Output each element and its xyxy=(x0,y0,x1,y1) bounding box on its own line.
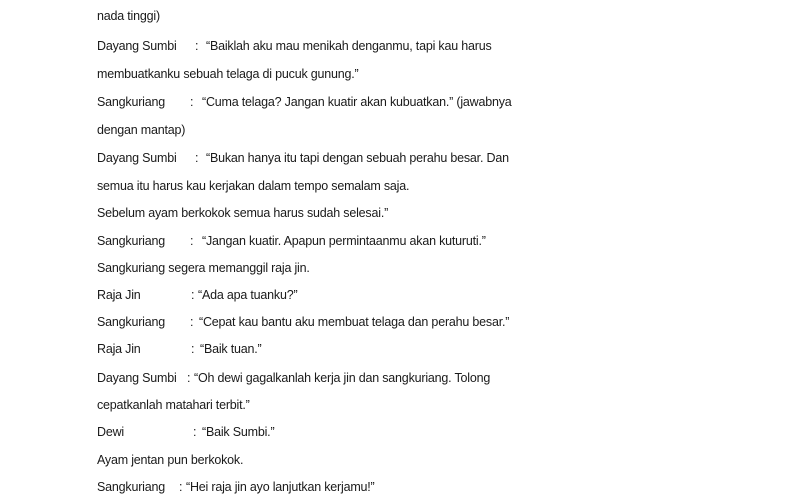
dialogue-line xyxy=(97,150,509,166)
speaker-colon: : xyxy=(190,315,194,329)
line-text: “Bukan hanya itu tapi dengan sebuah perahu besar. Dan xyxy=(206,151,509,165)
line-text: dengan mantap) xyxy=(97,123,186,137)
dialogue-line xyxy=(97,287,297,303)
dialogue-line xyxy=(97,94,512,110)
narration-line xyxy=(97,260,310,276)
speaker-name: Dayang Sumbi xyxy=(97,151,177,165)
speaker-colon: : xyxy=(179,480,183,494)
speaker-colon: : xyxy=(193,425,197,439)
line-text: “Jangan kuatir. Apapun permintaanmu akan kuturuti.” xyxy=(202,234,486,248)
speaker-name: Sangkuriang xyxy=(97,315,165,329)
line-text: nada tinggi) xyxy=(97,9,160,23)
dialogue-line xyxy=(97,424,274,440)
speaker-name: Sangkuriang xyxy=(97,95,165,109)
line-text: Sangkuriang segera memanggil raja jin. xyxy=(97,261,310,275)
dialogue-line xyxy=(97,233,486,249)
speaker-name: Sangkuriang xyxy=(97,234,165,248)
speaker-colon: : xyxy=(190,95,194,109)
line-text: cepatkanlah matahari terbit.” xyxy=(97,398,250,412)
dialogue-line xyxy=(97,38,492,54)
continuation-line xyxy=(97,397,250,413)
speaker-colon: : xyxy=(191,288,195,302)
speaker-colon: : xyxy=(187,371,191,385)
line-text: semua itu harus kau kerjakan dalam tempo semalam saja. xyxy=(97,179,410,193)
speaker-name: Raja Jin xyxy=(97,342,141,356)
narration-line xyxy=(97,452,243,468)
line-text: membuatkanku sebuah telaga di pucuk gunung.” xyxy=(97,67,359,81)
speaker-name: Dewi xyxy=(97,425,124,439)
speaker-colon: : xyxy=(195,39,199,53)
speaker-colon: : xyxy=(191,342,195,356)
speaker-name: Sangkuriang xyxy=(97,480,165,494)
line-text: Sebelum ayam berkokok semua harus sudah selesai.” xyxy=(97,206,389,220)
line-text: “Baiklah aku mau menikah denganmu, tapi kau harus xyxy=(206,39,492,53)
narration-line xyxy=(97,8,160,24)
line-text: “Hei raja jin ayo lanjutkan kerjamu!” xyxy=(186,480,375,494)
line-text: “Oh dewi gagalkanlah kerja jin dan sangkuriang. Tolong xyxy=(194,371,491,385)
line-text: Ayam jentan pun berkokok. xyxy=(97,453,244,467)
dialogue-line xyxy=(97,341,262,357)
continuation-line xyxy=(97,66,359,82)
continuation-line xyxy=(97,205,388,221)
speaker-colon: : xyxy=(195,151,199,165)
speaker-colon: : xyxy=(190,234,194,248)
line-text: “Baik tuan.” xyxy=(200,342,262,356)
line-text: “Cuma telaga? Jangan kuatir akan kubuatkan.” (jawabnya xyxy=(202,95,512,109)
line-text: “Cepat kau bantu aku membuat telaga dan perahu besar.” xyxy=(199,315,510,329)
line-text: “Ada apa tuanku?” xyxy=(198,288,298,302)
dialogue-line xyxy=(97,370,490,386)
line-text: “Baik Sumbi.” xyxy=(202,425,275,439)
dialogue-line xyxy=(97,314,509,330)
continuation-line xyxy=(97,178,409,194)
dialogue-line xyxy=(97,479,375,495)
speaker-name: Raja Jin xyxy=(97,288,141,302)
speaker-name: Dayang Sumbi xyxy=(97,371,177,385)
speaker-name: Dayang Sumbi xyxy=(97,39,177,53)
continuation-line xyxy=(97,122,185,138)
